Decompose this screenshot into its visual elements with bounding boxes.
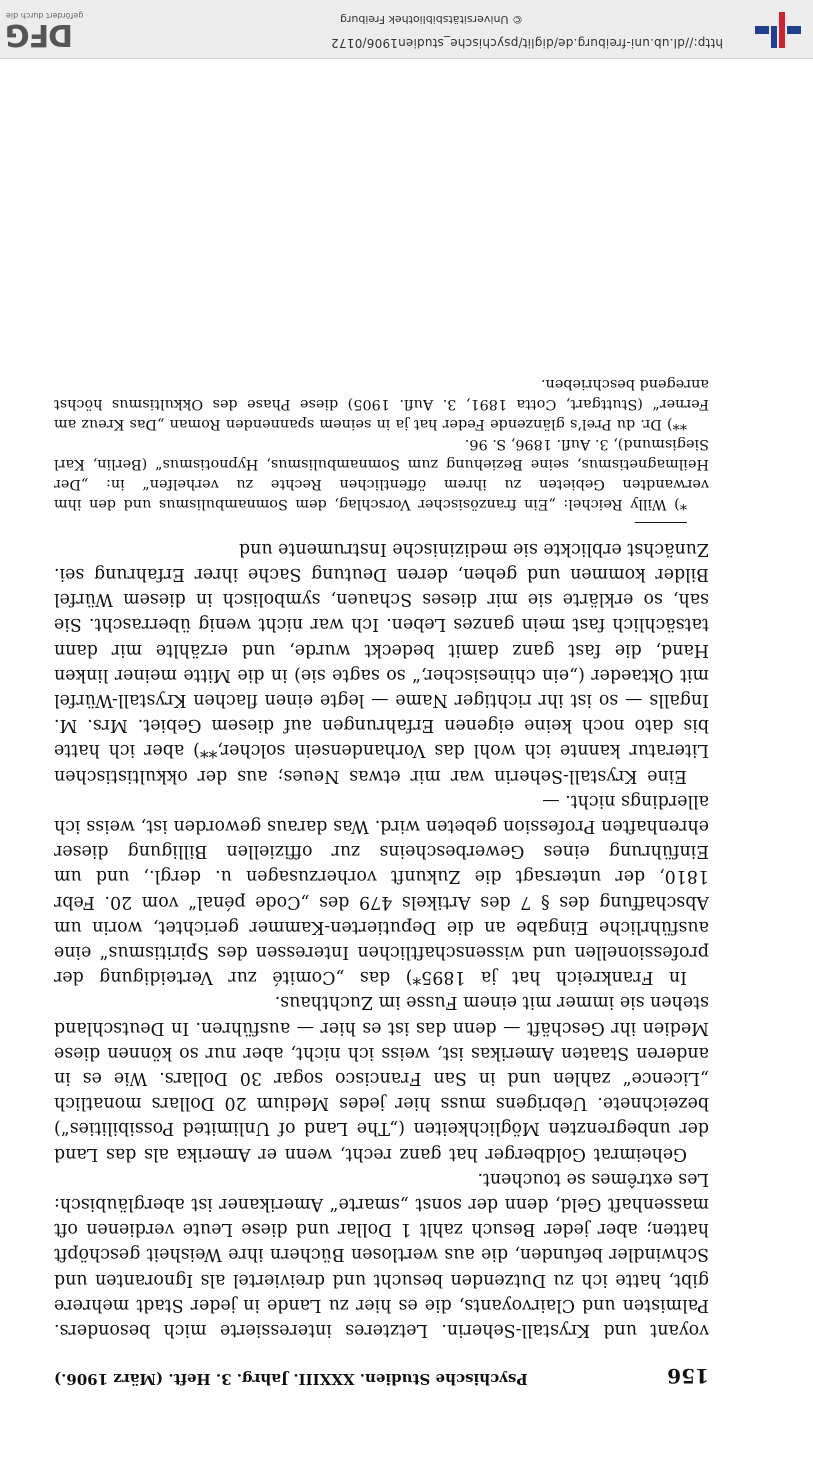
library-credit: © Universitätsbibliothek Freiburg [340,13,523,26]
dfg-logo-sub: gefördert durch die [6,11,84,20]
paragraph: Eine Krystall-Seherin war mir etwas Neues; aus der okkultistischen Literatur kannte ich wohl das Vorhandensein solcher,**) aber ich hatte bis dato noch keine eigenen Erfahrungen auf diesem Gebiet. Mrs. M. Ingalls — so ist ihr richtiger Name — legte einen flachen Krystall-Würfel mit Oktaeder („ein chinesischer,“ so sagte sie) in die Mitte meiner linken Hand, die fast ganz damit bedeckt wurde, und erzählte mir dann tatsächlich fast mein ganzes Leben. Ich war nicht wenig überrascht. Sie sah, so erklärte sie mir dieses Schauen, symbolisch in diesem Würfel Bilder kommen und gehen, deren Deutung Sache ihrer Erfahrung sei. Zunächst erblickte sie medizinische Instrumente und [54,538,709,786]
footnote: **) Dr. du Prel’s glänzende Feder hat ja in seinem spannenden Roman „Das Kreuz am Ferner“ (Stuttgart, Cotta 1891, 3. Aufl. 1905) diese Phase des Okkultismus höchst anregend beschrieben. [54,376,709,433]
running-title: Psychische Studien. XXXIII. Jahrg. 3. Heft. (März 1906.) [54,1370,528,1388]
body-text [54,536,709,1343]
source-url[interactable]: http://dl.ub.uni-freiburg.de/diglit/psychische_studien1906/0172 [330,36,723,50]
dfg-logo-icon [6,8,90,52]
viewer-toolbar [0,0,813,59]
running-head [54,1364,709,1388]
scanned-page [0,58,813,1473]
ub-freiburg-logo-icon [753,8,801,52]
page-number: 156 [667,1364,709,1388]
dfg-logo-text: DFG [6,17,74,52]
footnote: *) Willy Reichel: „Ein französischer Vorschlag, dem Somnambulismus und den ihm verwandten Gebieten zu ihrem öffentlichen Rechte zu verhelfen“ in: „Der Heilmagnetismus, seine Beziehung zum Somnambulismus, Hypnotismus“ (Berlin, Karl Siegismund), 3. Aufl. 1896, S. 96. [54,436,709,513]
footnotes [54,375,709,515]
paragraph: In Frankreich hat ja 1895*) das „Comité zur Verteidigung der professionellen und wissenschaftlichen Interessen des Spiritismus“ eine ausführliche Eingabe an die Deputierten-Kammer gerichtet, worin um Abschaffung des § 7 des Artikels 479 des „Code pénal“ vom 20. Febr 1810, der untersagt die Zukunft vorherzusagen u. dergl., und um Einführung eines Gewerbescheins zur offiziellen Billigung dieser ehrenhaften Profession gebeten wird. Was daraus geworden ist, weiss ich allerdings nicht. — [54,790,709,988]
footnote-rule [635,523,687,524]
page-content [54,375,709,1389]
paragraph: voyant und Krystall-Seherin. Letzteres interessierte mich besonders. Palmisten und Clairvoyants, die es hier zu Lande in jeder Stadt mehrere gibt, hatte ich zu Dutzenden besucht und dreiviertel als Ignoranten und Schwindler befunden, die aus wertlosen Büchern ihre Weisheit geschöpft hatten; aber jeder Besuch zahlt 1 Dollar und diese Leute verdienen oft massenhaft Geld, denn der sonst „smarte“ Amerikaner ist abergläubisch: Les extrêmes se touchent. [54,1168,709,1340]
paragraph: Geheimrat Goldberger hat ganz recht, wenn er Amerika als das Land der unbegrenzten Möglichkeiten („The Land of Unlimited Possibilities“) bezeichnete. Uebrigens muss hier jedes Medium 20 Dollars monatlich „Licence“ zahlen und in San Francisco sogar 30 Dollars. Wie es in anderen Staaten Amerikas ist, weiss ich nicht, aber nur so können diese Medien ihr Geschäft — denn das ist es hier — ausführen. In Deutschland stehen sie immer mit einem Fusse im Zuchthaus. [54,992,709,1164]
toolbar-inverted [0,0,813,58]
page-inverted [0,58,813,1473]
